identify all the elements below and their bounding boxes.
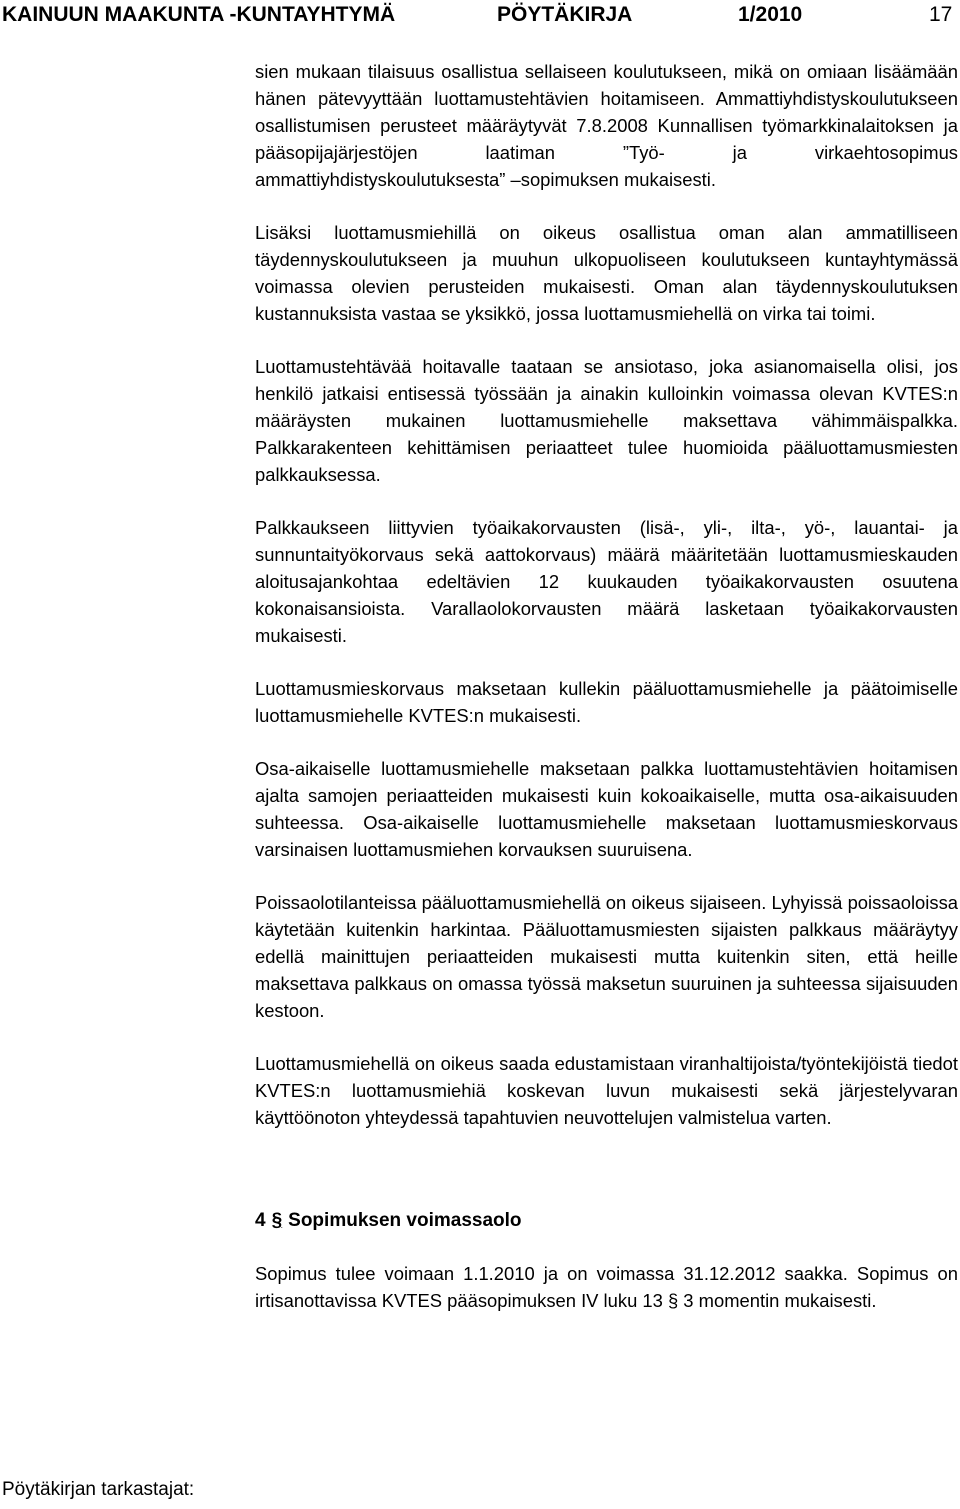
page-header — [0, 0, 960, 32]
document-number: 1/2010 — [738, 3, 803, 26]
page-number: 17 — [929, 3, 953, 26]
paragraph-part-time: Osa-aikaiselle luottamusmiehelle maksetaan palkka luottamustehtävien hoitamisen ajalta samojen periaatteiden mukaisesti kuin kokoaikaiselle, mutta osa-aikaisuuden suhteessa. Osa-aikaiselle luottamusmiehelle maksetaan luottamusmieskorvaus varsinaisen luottamusmiehen korvauksen suuruisena. — [255, 758, 958, 860]
paragraph-working-time-compensation: Palkkaukseen liittyvien työaikakorvausten (lisä-, yli-, ilta-, yö-, lauantai- ja sunnuntaityökorvaus sekä aattokorvaus) määrä määritetään luottamusmieskauden aloitusajankohtaa edeltävien 12 kuukauden työaikakorvausten osuutena kokonaisansioista. Varallaolokorvausten määrä lasketaan työaikakorvausten mukaisesti. — [255, 517, 958, 646]
section-sign: § — [271, 1210, 283, 1231]
paragraph-further-training: Lisäksi luottamusmiehillä on oikeus osallistua oman alan ammatilliseen täydennyskoulutukseen ja muuhun ulkopuoliseen koulutukseen kuntayhtymässä voimassa olevien perusteiden mukaisesti. Oman alan täydennyskoulutuksen kustannuksista vastaa se yksikkö, jossa luottamusmiehellä on virka tai toimi. — [255, 222, 958, 324]
section-title: Sopimuksen voimassaolo — [288, 1210, 522, 1231]
document-type: PÖYTÄKIRJA — [497, 3, 633, 26]
section-body: Sopimus tulee voimaan 1.1.2010 ja on voimassa 31.12.2012 saakka. Sopimus on irtisanottavissa KVTES pääsopimuksen IV luku 13 § 3 momentin mukaisesti. — [255, 1263, 958, 1311]
organization-name: KAINUUN MAAKUNTA -KUNTAYHTYMÄ — [2, 3, 396, 26]
page-footer: Pöytäkirjan tarkastajat: — [2, 1479, 195, 1500]
paragraph-shop-steward-compensation: Luottamusmieskorvaus maksetaan kullekin pääluottamusmiehelle ja päätoimiselle luottamusmiehelle KVTES:n mukaisesti. — [255, 678, 958, 726]
paragraph-training: sien mukaan tilaisuus osallistua sellaiseen koulutukseen, mikä on omiaan lisäämään hänen pätevyyttään luottamustehtävien hoitamiseen. Ammattiyhdistyskoulutukseen osallistumisen perusteet määräytyvät 7.8.2008 Kunnallisen työmarkkinalaitoksen ja pääsopijajärjestöjen laatiman ”Työ- ja virkaehtosopimus ammattiyhdistyskoulutuksesta” –sopimuksen mukaisesti. — [255, 61, 958, 190]
section-number: 4 — [255, 1210, 266, 1231]
paragraph-information-rights: Luottamusmiehellä on oikeus saada edustamistaan viranhaltijoista/työntekijöistä tiedot KVTES:n luottamusmiehiä koskevan luvun mukaisesti sekä järjestelyvaran käyttöönoton yhteydessä tapahtuvien neuvottelujen valmistelua varten. — [255, 1053, 958, 1128]
document-body — [255, 58, 958, 1340]
paragraph-income-level: Luottamustehtävää hoitavalle taataan se ansiotaso, joka asianomaisella olisi, jos henkilö jatkaisi entisessä työssään ja ainakin kulloinkin voimassa olevan KVTES:n määräysten mukainen luottamusmiehelle maksettava vähimmäispalkka. Palkkarakenteen kehittämisen periaatteet tulee huomioida pääluottamusmiesten palkkauksessa. — [255, 356, 958, 485]
paragraph-absences: Poissaolotilanteissa pääluottamusmiehellä on oikeus sijaiseen. Lyhyissä poissaoloissa käytetään kuitenkin harkintaa. Pääluottamusmiesten sijaisten palkkaus määräytyy edellä mainittujen periaatteiden mukaisesti mutta kuitenkin siten, että heille maksettava palkkaus on omassa työssä maksetun suuruinen ja suhteessa sijaisuuden kestoon. — [255, 892, 958, 1021]
section-heading — [255, 1207, 958, 1234]
